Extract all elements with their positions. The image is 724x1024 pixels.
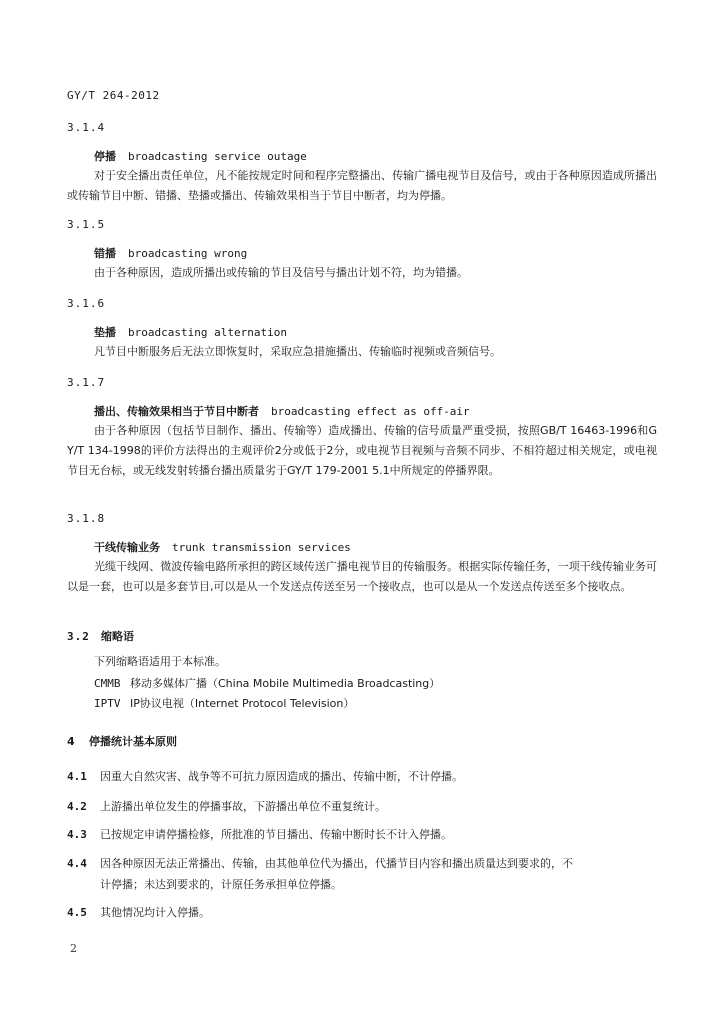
principle-text: 因各种原因无法正常播出、传输，由其他单位代为播出，代播节目内容和播出质量达到要求的，不	[100, 857, 573, 870]
section-number: 4	[67, 735, 75, 748]
principle-text: 其他情况均计入停播。	[100, 906, 210, 919]
principle-text: 因重大自然灾害、战争等不可抗力原因造成的播出、传输中断，不计停播。	[100, 770, 463, 783]
principle-item	[67, 824, 657, 845]
term-zh: 垫播	[94, 326, 116, 339]
principle-item	[67, 766, 657, 787]
term-heading	[94, 324, 287, 340]
term-definition: 光缆干线网、微波传输电路所承担的跨区域传送广播电视节目的传输服务。根据实际传输任务，一项干线传输业务可以是一套，也可以是多套节目,可以是从一个发送点传送至另一个接收点，也可以是从一个发送点传送至多个接收点。	[67, 560, 657, 593]
principle-number: 4.1	[67, 770, 87, 783]
section-heading	[67, 733, 177, 749]
term-heading	[94, 148, 307, 164]
term-en: broadcasting wrong	[128, 247, 248, 260]
abbreviation: CMMB	[94, 677, 121, 690]
abbreviations-intro: 下列缩略语适用于本标准。	[94, 655, 226, 668]
principle-number: 4.5	[67, 906, 87, 919]
abbreviation-entry	[94, 695, 354, 711]
abbreviation: IPTV	[94, 697, 121, 710]
abbreviation-entry	[94, 675, 440, 691]
principle-text: 已按规定申请停播检修，所批准的节目播出、传输中断时长不计入停播。	[100, 828, 452, 841]
term-en: trunk transmission services	[172, 541, 351, 554]
term-zh: 错播	[94, 247, 116, 260]
term-en: broadcasting service outage	[128, 150, 307, 163]
term-en: broadcasting effect as off-air	[271, 405, 470, 418]
clause-number: 3.1.4	[67, 121, 106, 134]
clause-number: 3.1.7	[67, 376, 106, 389]
term-definition: 由于各种原因（包括节目制作、播出、传输等）造成播出、传输的信号质量严重受损，按照GB/T 16463-1996和GY/T 134-1998的评价方法得出的主观评价2分或低于2分，或电视节目视频与音频不同步、不相符超过相关规定，或电视节目无台标，或无线发射转播台播出质量劣于GY/T 179-2001 5.1中所规定的停播界限。	[67, 424, 657, 477]
term-heading	[94, 539, 351, 555]
term-heading	[94, 245, 247, 261]
principle-number: 4.2	[67, 800, 87, 813]
section-number: 3.2	[67, 630, 90, 643]
principle-item	[67, 796, 657, 817]
term-zh: 停播	[94, 150, 116, 163]
page-number: 2	[70, 942, 77, 955]
term-definition: 由于各种原因，造成所播出或传输的节目及信号与播出计划不符，均为错播。	[94, 266, 468, 279]
section-title: 停播统计基本原则	[89, 735, 177, 748]
principle-text-continuation: 计停播；未达到要求的，计原任务承担单位停播。	[100, 878, 342, 891]
principle-number: 4.4	[67, 857, 87, 870]
term-definition: 凡节目中断服务后无法立即恢复时，采取应急措施播出、传输临时视频或音频信号。	[94, 345, 501, 358]
principle-number: 4.3	[67, 828, 87, 841]
principle-text: 上游播出单位发生的停播事故，下游播出单位不重复统计。	[100, 800, 386, 813]
principle-item	[67, 853, 657, 895]
term-definition: 对于安全播出责任单位，凡不能按规定时间和程序完整播出、传输广播电视节目及信号，或由于各种原因造成所播出或传输节目中断、错播、垫播或播出、传输效果相当于节目中断者，均为停播。	[67, 169, 657, 202]
clause-number: 3.1.8	[67, 512, 106, 525]
term-zh: 干线传输业务	[94, 541, 160, 554]
abbreviation-meaning: 移动多媒体广播（China Mobile Multimedia Broadcasting）	[130, 677, 441, 690]
clause-number: 3.1.6	[67, 297, 106, 310]
term-zh: 播出、传输效果相当于节目中断者	[94, 405, 259, 418]
term-heading	[94, 403, 470, 419]
clause-number: 3.1.5	[67, 218, 106, 231]
term-en: broadcasting alternation	[128, 326, 287, 339]
section-title: 缩略语	[101, 630, 134, 643]
principle-item	[67, 902, 657, 923]
abbreviation-meaning: IP协议电视（Internet Protocol Television）	[130, 697, 355, 710]
standard-id-header: GY/T 264-2012	[67, 89, 160, 102]
section-heading	[67, 628, 134, 644]
